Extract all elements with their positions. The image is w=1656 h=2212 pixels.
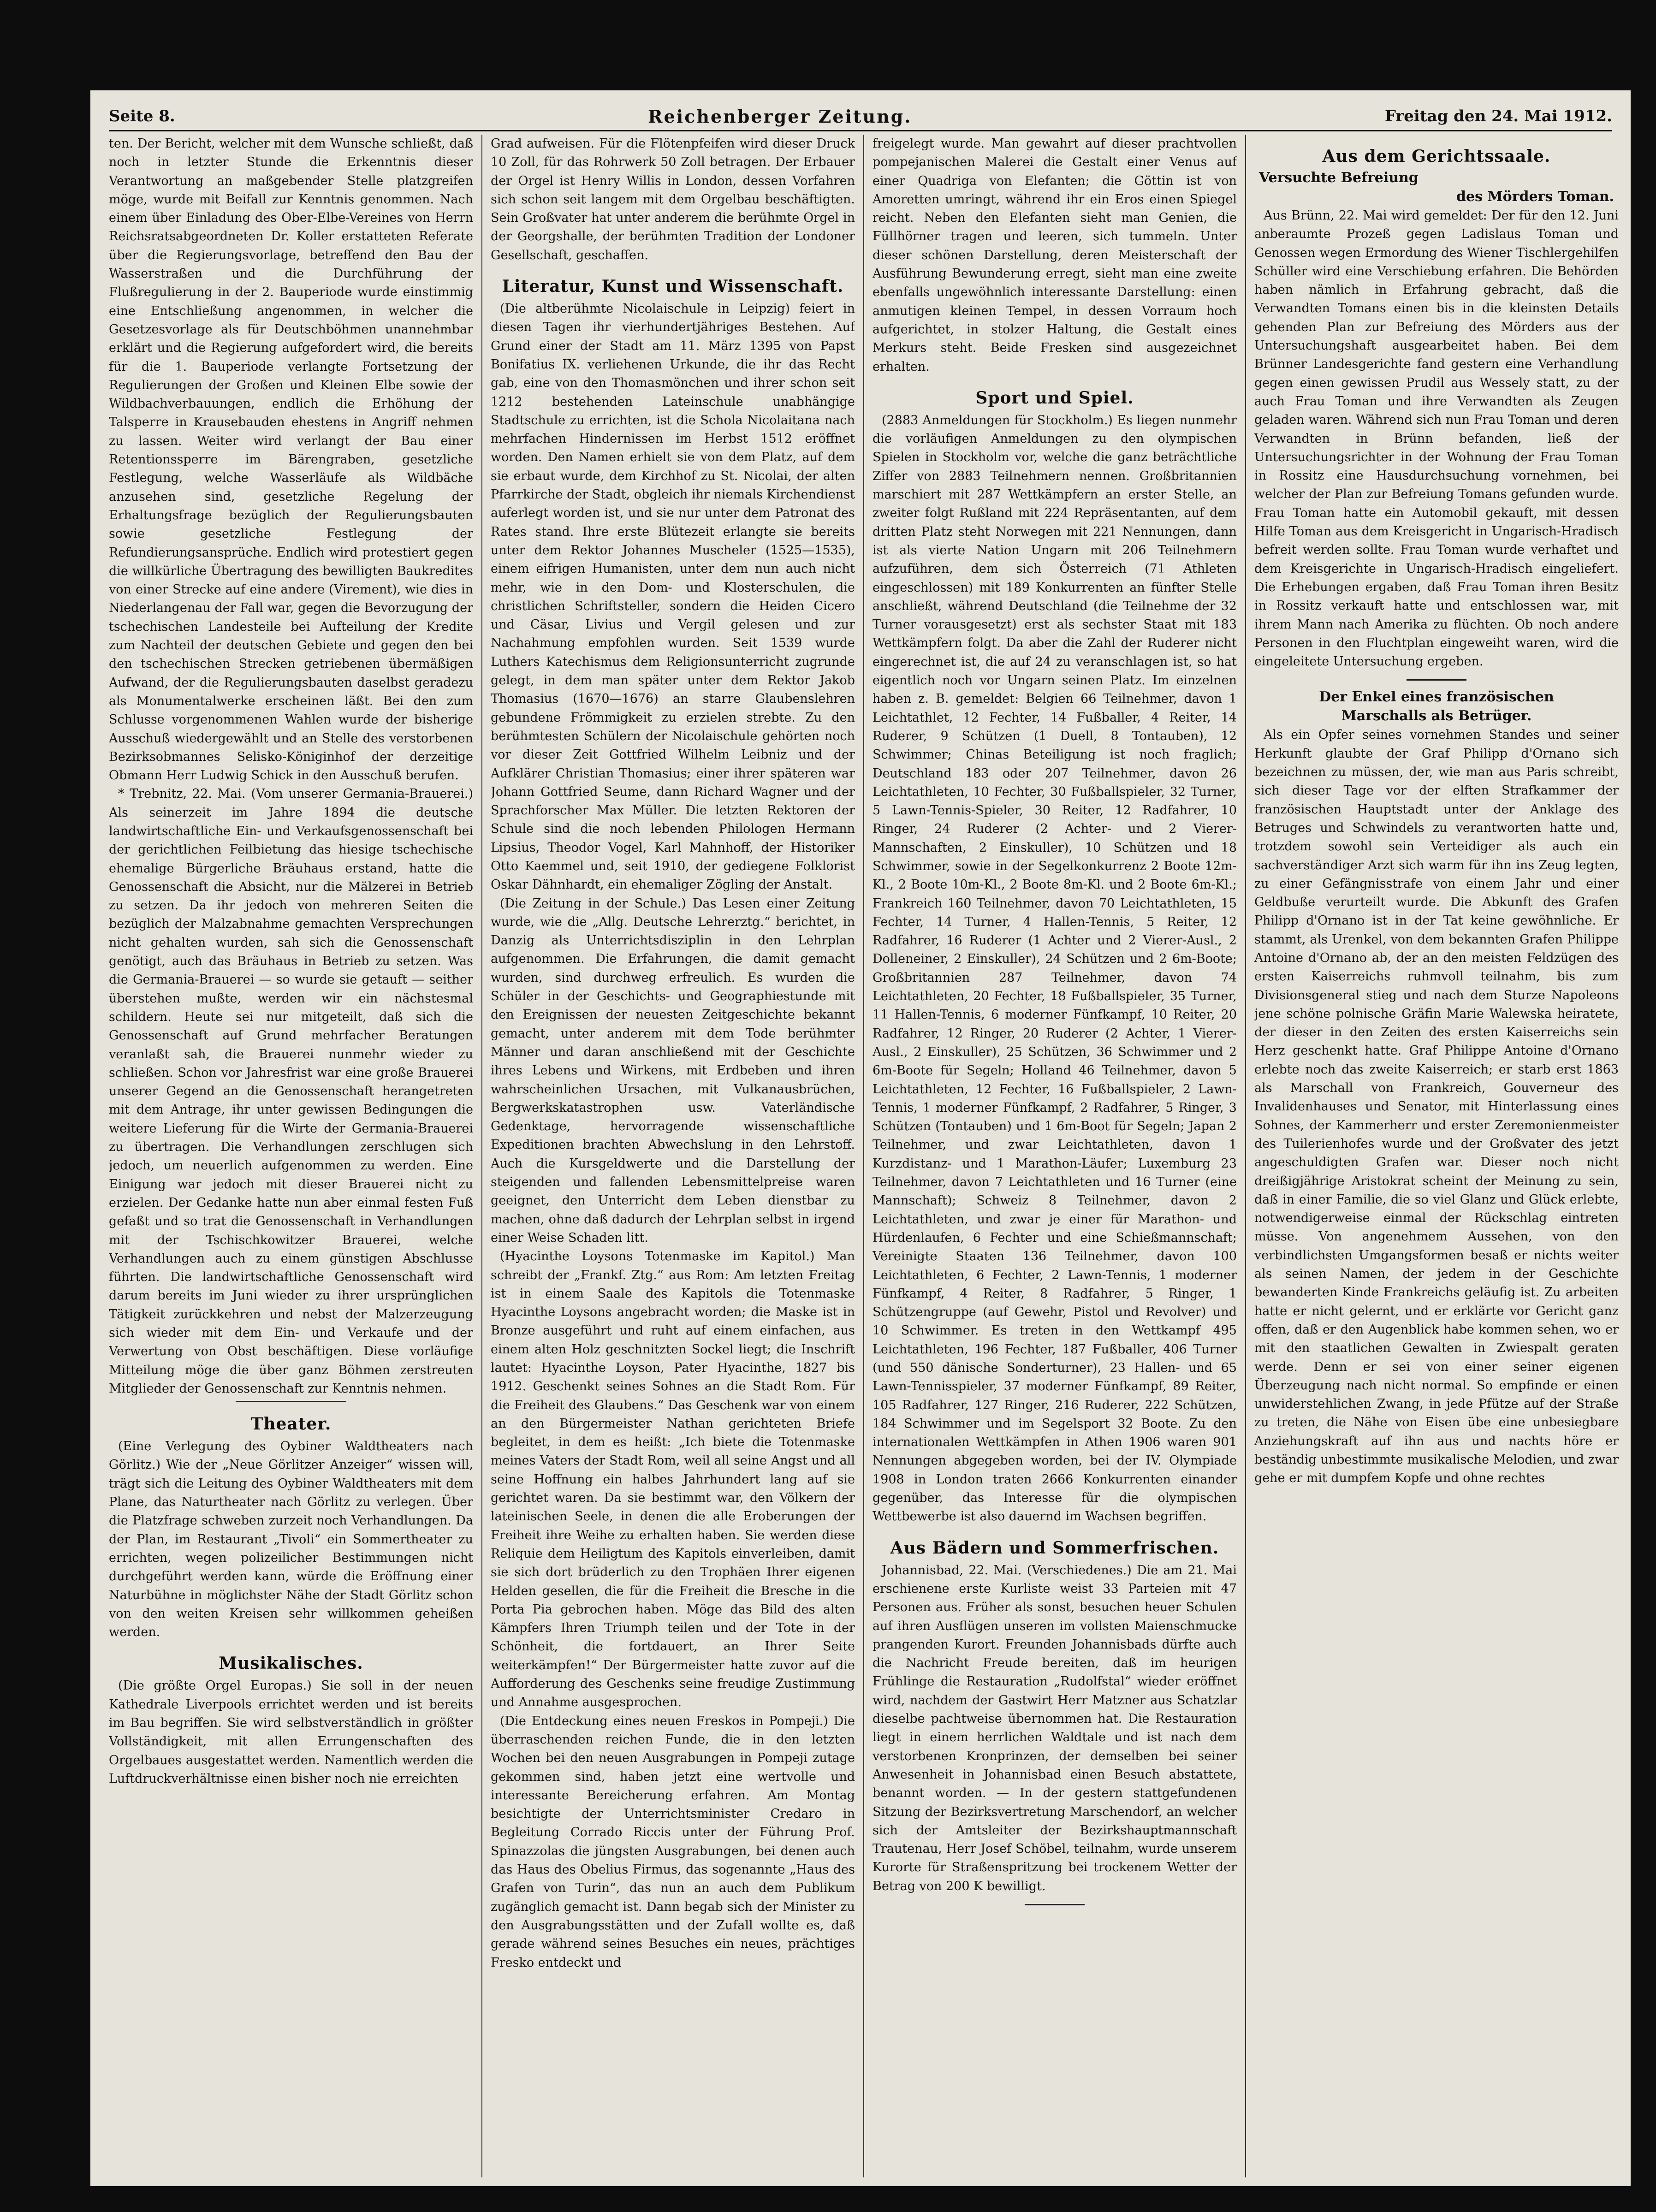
article-title: Marschalls als Betrüger.: [1341, 708, 1532, 724]
column-2: [491, 135, 855, 2182]
column-4: [1254, 135, 1619, 2182]
header-rule: [109, 130, 1612, 131]
article-text: Grad aufweisen. Für die Flötenpfeifen wird dieser Druck 10 Zoll, für das Rohrwerk 50 Zoll betragen. Der Erbauer der Orgel ist Henry Willis in London, dessen Vorfahren sich schon seit langem mit dem Orgelbau beschäftigten. Sein Großvater hat unter anderem die berühmte Orgel in der Georgshalle, der berühmten Tradition der Londoner Gesellschaft, geschaffen.: [491, 136, 855, 262]
section-rule: [236, 1401, 346, 1402]
column-divider: [863, 135, 864, 2177]
article-title: Der Enkel eines französischen: [1319, 689, 1554, 706]
article-text: Johannisbad, 22. Mai. (Verschiedenes.) Die am 21. Mai erschienene erste Kurliste weist 33 Parteien mit 47 Personen aus. Früher als sonst, besuchen heuer Schulen auf ihren Ausflügen unseren im vollsten Maienschmucke prangenden Kurort. Freunden Johannisbads dürfte auch die Nachricht Freude bereiten, daß im heurigen Frühlinge die Restauration „Rudolfstal“ wieder eröffnet wird, nachdem der Gastwirt Herr Matzner aus Schatzlar dieselbe pachtweise übernommen hat. Die Restauration liegt in einem herrlichen Waldtale und ist nach dem verstorbenen Kronprinzen, der demselben bei seiner Anwesenheit in Johannisbad einen Besuch abstattete, benannt worden. — In der gestern stattgefundenen Sitzung der Bezirksvertretung Marschendorf, an welcher sich der Amtsleiter der Bezirkshauptmannschaft Trautenau, Herr Josef Schöbel, teilnahm, wurde unserem Kurorte für Straßenspritzung bei trockenem Wetter der Betrag von 200 K bewilligt.: [873, 1563, 1237, 1893]
article-text: Als ein Opfer seines vornehmen Standes und seiner Herkunft glaubte der Graf Philipp d'Ornano sich bezeichnen zu müssen, der, wie man aus Paris schreibt, sich dieser Tage vor der elften Strafkammer der französischen Hauptstadt unter der Anklage des Betruges und Schwindels zu verantworten hatte und, trotzdem sowohl sein Verteidiger als auch ein sachverständiger Arzt sich warm für ihn ins Zeug legten, zu einer Gefängnisstrafe von einem Jahr und einer Geldbuße verurteilt wurde. Die Abkunft des Grafen Philipp d'Ornano ist in der Tat keine gewöhnliche. Er stammt, als Urenkel, von dem bekannten Grafen Philippe Antoine d'Ornano ab, der an den meisten Feldzügen des ersten Kaiserreichs ruhmvoll teilnahm, bis zum Divisionsgeneral stieg und nach dem Sturze Napoleons jene schöne polnische Gräfin Marie Walewska heiratete, der dieser in den Zeiten des ersten Kaiserreichs sein Herz geschenkt hatte. Graf Philippe Antoine d'Ornano erlebte noch das zweite Kaiserreich; er starb erst 1863 als Marschall von Frankreich, Gouverneur des Invalidenhauses und Senator, mit Hinterlassung eines Sohnes, der Kammerherr und erster Zeremonienmeister des Tuilerienhofes wurde und der Großvater des jetzt angeschuldigten Grafen war. Dieser noch nicht dreißigjährige Aristokrat scheint der Meinung zu sein, daß in einer Familie, die so viel Glanz und Glück erlebte, notwendigerweise einmal der Rückschlag eintreten müsse. Von angenehmem Aussehen, von den verbindlichsten Umgangsformen besaß er nichts weiter als seinen Namen, der jedem in der Geschichte bewanderten Kinde Frankreichs geläufig ist. Zu arbeiten hatte er nicht gelernt, und er erklärte vor Gericht ganz offen, daß er den Augenblick habe kommen sehen, wo er mit den staatlichen Gewalten in Zwiespalt geraten werde. Denn er sei von einer seiner eigenen Überzeugung nach nicht normal. So empfinde er einen unwiderstehlichen Zwang, in jede Pfütze auf der Straße zu treten, die Nähe von Eisen übe eine unbesiegbare Anziehungskraft auf ihn aus und nachts höre er beständig unbestimmte musikalische Melodien, und zwar gehe er mit dumpfem Kopfe und ohne rechtes: [1254, 728, 1619, 1486]
masthead: [109, 103, 1612, 129]
page-number: Seite 8.: [109, 107, 175, 125]
column-1: [109, 135, 473, 2182]
article-text: (2883 Anmeldungen für Stockholm.) Es liegen nunmehr die vorläufigen Anmeldungen zu den olympischen Spielen in Stockholm vor, welche die ganz beträchtliche Ziffer von 2883 Teilnehmern nennen. Großbritannien marschiert mit 287 Wettkämpfern an erster Stelle, an zweiter folgt Rußland mit 224 Repräsentanten, auf dem dritten Platz steht Norwegen mit 221 Nennungen, dann ist als vierte Nation Ungarn mit 206 Teilnehmern aufzuführen, dem sich Österreich (71 Athleten eingeschlossen) mit 189 Konkurrenten an fünfter Stelle anschließt, während Deutschland (die Teilnehme der 32 Turner vorausgesetzt) erst als sechster Staat mit 183 Wettkämpfern folgt. Da aber die Zahl der Ruderer nicht eingerechnet ist, die auf 24 zu veranschlagen ist, so hat eigentlich noch vor Ungarn seinen Platz. Im einzelnen haben z. B. gemeldet: Belgien 66 Teilnehmer, davon 1 Leichtathlet, 12 Fechter, 14 Fußballer, 4 Reiter, 14 Ruderer, 9 Schützen (1 Duell, 8 Tontauben), 12 Schwimmer; Chinas Beteiligung ist noch fraglich; Deutschland 183 oder 207 Teilnehmer, davon 26 Leichtathleten, 10 Fechter, 30 Fußballspieler, 32 Turner, 5 Lawn-Tennis-Spieler, 30 Reiter, 12 Radfahrer, 10 Ringer, 24 Ruderer (2 Achter- und 2 Vierer-Mannschaften, 2 Einskuller), 10 Schützen und 18 Schwimmer, sowie in der Segelkonkurrenz 2 Boote 12m-Kl., 2 Boote 10m-Kl., 2 Boote 8m-Kl. und 2 Boote 6m-Kl.; Frankreich 160 Teilnehmer, davon 70 Leichtathleten, 15 Fechter, 14 Turner, 4 Hallen-Tennis, 5 Reiter, 12 Radfahrer, 16 Ruderer (1 Achter und 2 Vierer-Ausl., 2 Dolleneiner, 2 Einskuller), 24 Schützen und 2 6m-Boote; Großbritannien 287 Teilnehmer, davon 74 Leichtathleten, 20 Fechter, 18 Fußballspieler, 35 Turner, 11 Hallen-Tennis, 6 moderner Fünfkampf, 10 Reiter, 20 Radfahrer, 12 Ringer, 20 Ruderer (2 Achter, 1 Vierer-Ausl., 2 Einskuller), 25 Schützen, 36 Schwimmer und 2 6m-Boote für Segeln; Holland 46 Teilnehmer, davon 5 Leichtathleten, 12 Fechter, 16 Fußballspieler, 2 Lawn-Tennis, 1 moderner Fünfkampf, 2 Radfahrer, 5 Ringer, 3 Schützen (Tontauben) und 1 6m-Boot für Segeln; Japan 2 Teilnehmer, und zwar Leichtathleten, davon 1 Kurzdistanz- und 1 Marathon-Läufer; Luxemburg 23 Teilnehmer, davon 7 Leichtathleten und 16 Turner (eine Mannschaft); Schweiz 8 Teilnehmer, davon 2 Leichtathleten, und zwar je einer für Marathon- und Hürdenlaufen, 6 Fechter und eine Schießmannschaft; Vereinigte Staaten 136 Teilnehmer, davon 100 Leichtathleten, 6 Fechter, 2 Lawn-Tennis, 1 moderner Fünfkampf, 4 Reiter, 8 Radfahrer, 5 Ringer, 1 Schützengruppe (auf Gewehr, Pistol und Revolver) und 10 Schwimmer. Es treten in den Wettkampf 495 Leichtathleten, 196 Fechter, 187 Fußballer, 406 Turner (und 550 dänische Sonderturner), 23 Hallen- und 65 Lawn-Tennisspieler, 37 moderner Fünfkampf, 89 Reiter, 105 Radfahrer, 127 Ringer, 216 Ruderer, 222 Schützen, 184 Schwimmer und im Segelsport 32 Boote. Zu den internationalen Wettkämpfen in Athen 1906 waren 901 Nennungen abgegeben worden, bei der IV. Olympiade 1908 in London traten 2666 Konkurrenten einander gegenüber, das Interesse für die olympischen Wettbewerbe ist also dauernd im Wachsen begriffen.: [873, 413, 1237, 1524]
article-text: freigelegt wurde. Man gewahrt auf dieser prachtvollen pompejanischen Malerei die Gestalt einer Venus auf einer Quadriga von Elefanten; die Göttin ist von Amoretten umringt, während ihr ein Eros einen Spiegel reicht. Neben den Elefanten sieht man Genien, die Füllhörner tragen und leeren, sich tummeln. Unter dieser schönen Darstellung, deren Meisterschaft der Ausführung Bewunderung erregt, sieht man eine zweite ebenfalls ungewöhnlich interessante Darstellung: einen anmutigen kleinen Tempel, in dessen Vorraum hoch aufgerichtet, in stolzer Haltung, die Gestalt eines Merkurs steht. Beide Fresken sind ausgezeichnet erhalten.: [873, 136, 1237, 374]
column-3: [873, 135, 1237, 2182]
section-heading: Musikalisches.: [219, 1654, 363, 1673]
article-text: ten. Der Bericht, welcher mit dem Wunsche schließt, daß noch in letzter Stunde die Erkenntnis dieser Verantwortung an maßgebender Stelle platzgreifen möge, wurde mit Beifall zur Kenntnis genommen. Nach einem über Einladung des Ober-Elbe-Vereines von Herrn Reichsratsabgeordneten Dr. Koller erstatteten Referate über die Regierungsvorlage, betreffend den Bau der Wasserstraßen und die Durchführung der Flußregulierung in der 2. Bauperiode wurde einstimmig eine Entschließung angenommen, in welcher die Gesetzesvorlage als für Deutschböhmen unannehmbar erklärt und die Regierung aufgefordert wird, die bereits für die 1. Bauperiode verlangte Fortsetzung der Regulierungen der Großen und Kleinen Elbe sowie der Wildbachverbauungen, endlich die Erhöhung der Talsperre in Krausebauden ehestens in Angriff nehmen zu lassen. Weiter wird verlangt der Bau einer Retentionssperre im Bärengraben, gesetzliche Festlegung, welche Wasserläufe als Wildbäche anzusehen sind, gesetzliche Regelung der Erhaltungsfrage bezüglich der Regulierungsbauten sowie gesetzliche Festlegung der Refundierungsansprüche. Endlich wird protestiert gegen die willkürliche Übertragung des bewilligten Baukredites von einer Strecke auf eine andere (Virement), wie dies in Niederlangenau der Fall war, gegen die Bevorzugung der tschechischen Landesteile bei Aufteilung der Kredite zum Nachteil der deutschen Gebiete und gegen den bei den tschechischen Strecken getriebenen übermäßigen Aufwand, der die Regulierungsbauten daselbst geradezu als Monumentalwerke erscheinen läßt. Bei den zum Schlusse vorgenommenen Wahlen wurde der bisherige Ausschuß wiedergewählt und an Stelle des verstorbenen Bezirksobmannes Selisko-Königinhof der derzeitige Obmann Herr Ludwig Schick in den Ausschuß berufen.: [109, 136, 473, 783]
article-text: (Die Zeitung in der Schule.) Das Lesen einer Zeitung wurde, wie die „Allg. Deutsche Lehrerztg.“ berichtet, in Danzig als Unterrichtsdisziplin in den Lehrplan aufgenommen. Die Erfahrungen, die damit gemacht wurden, sind durchweg erfreulich. Es wurden die Schüler in der Geschichts- und Geographiestunde mit den Ereignissen der neuesten Zeitgeschichte bekannt gemacht, unter anderem mit dem Tode berühmter Männer und daran anschließend mit der Geschichte ihres Lebens und Wirkens, mit Erdbeben und ihren wahrscheinlichen Ursachen, mit Vulkanausbrüchen, Bergwerkskatastrophen usw. Vaterländische Gedenktage, hervorragende wissenschaftliche Expeditionen brachten Abwechslung in den Lehrstoff. Auch die Kursgeldwerte und die Darstellung der steigenden und fallenden Lebensmittelpreise waren geeignet, den Unterricht dem Leben dienstbar zu machen, ohne daß dadurch der Lehrplan selbst in irgend einer Weise Schaden litt.: [491, 896, 855, 1245]
article-title: Versuchte Befreiung: [1259, 170, 1419, 186]
column-divider: [481, 135, 482, 2177]
section-heading: Theater.: [250, 1414, 332, 1434]
article-text: Aus Brünn, 22. Mai wird gemeldet: Der für den 12. Juni anberaumte Prozeß gegen Ladislaus Toman und Genossen wegen Ermordung des Wiener Tischlergehilfen Schüller wird eine Verschiebung erfahren. Die Behörden haben nämlich in Erfahrung gebracht, daß die Verwandten Tomans einen bis in die kleinsten Details gehenden Plan zur Befreiung des Mörders aus der Untersuchungshaft ausgearbeitet haben. Bei dem Brünner Landesgerichte fand gestern eine Verhandlung gegen einen gewissen Prudil aus Wessely statt, zu der auch Frau Toman und ihre Verwandten als Zeugen geladen waren. Während sich nun Frau Toman und deren Verwandten in Brünn befanden, ließ der Untersuchungsrichter in der Wohnung der Frau Toman in Rossitz eine Hausdurchsuchung vornehmen, bei welcher der Plan zur Befreiung Tomans gefunden wurde. Frau Toman hatte ein Automobil gekauft, mit dessen Hilfe Toman aus dem Kreisgericht in Ungarisch-Hradisch befreit werden sollte. Frau Toman wurde verhaftet und dem Kreisgerichte in Ungarisch-Hradisch eingeliefert. Die Erhebungen ergaben, daß Frau Toman ihren Besitz in Rossitz verkauft hatte und entschlossen war, mit ihrem Mann nach Amerika zu flüchten. Ob noch andere Personen in den Fluchtplan eingeweiht waren, wird die eingeleitete Untersuchung ergeben.: [1254, 208, 1619, 669]
article-text: (Hyacinthe Loysons Totenmaske im Kapitol.) Man schreibt der „Frankf. Ztg.“ aus Rom: Am letzten Freitag ist in einem Saale des Kapitols die Totenmaske Hyacinthe Loysons angebracht worden; die Maske ist in Bronze ausgeführt und ruht auf einem einfachen, aus einem alten Holz geschnitzten Sockel liegt; die Inschrift lautet: Hyacinthe Loyson, Pater Hyacinthe, 1827 bis 1912. Geschenkt seines Sohnes an die Stadt Rom. Für die Freiheit des Glaubens.“ Das Geschenk war von einem an den Bürgermeister Nathan gerichteten Briefe begleitet, in dem es heißt: „Ich biete die Totenmaske meines Vaters der Stadt Rom, weil all seine Angst und all seine Hoffnung ein halbes Jahrhundert lang auf sie gerichtet waren. Da sie bestimmt war, den Völkern der lateinischen Seele, in denen die alle Eroberungen der Freiheit ihre Weihe zu erhalten haben. Sie werden diese Reliquie dem Heiligtum des Kapitols einverleiben, damit sie sich dort brüderlich zu den Trophäen Ihrer eigenen Helden gesellen, die für die Freiheit die Bresche in die Porta Pia gebrochen haben. Möge das Bild des alten Kämpfers Ihren Triumph teilen und der Tote in der Schönheit, die fortdauert, an Ihrer Seite weiterkämpfen!“ Der Bürgermeister hatte zuvor auf die Aufforderung des Geschenks seine freudige Zustimmung und Annahme ausgesprochen.: [491, 1249, 855, 1710]
article-separator: [1025, 1904, 1085, 1905]
article-text: (Eine Verlegung des Oybiner Waldtheaters nach Görlitz.) Wie der „Neue Görlitzer Anzeiger“ wissen will, trägt sich die Leitung des Oybiner Waldtheaters mit dem Plane, das Naturtheater nach Görlitz zu verlegen. Über die Platzfrage schweben zurzeit noch Verhandlungen. Da der Plan, im Restaurant „Tivoli“ ein Sommertheater zu errichten, wegen polizeilicher Bestimmungen nicht durchgeführt werden kann, würde die Eröffnung einer Naturbühne in möglichster Nähe der Stadt Görlitz schon von den weiten Kreisen sehr willkommen geheißen werden.: [109, 1439, 473, 1640]
section-heading: Sport und Spiel.: [975, 388, 1134, 408]
column-divider: [1245, 135, 1246, 2177]
article-title: des Mörders Toman.: [1456, 189, 1614, 205]
section-heading: Aus dem Gerichtssaale.: [1322, 147, 1551, 166]
article-text: * Trebnitz, 22. Mai. (Vom unserer Germania-Brauerei.) Als seinerzeit im Jahre 1894 die deutsche landwirtschaftliche Ein- und Verkaufsgenossenschaft bei der gerichtlichen Feilbietung das hiesige tschechische ehemalige Bürgerliche Bräuhaus erstand, hatte die Genossenschaft die Absicht, nur die Mälzerei in Betrieb zu setzen. Da ihr jedoch von mehreren Seiten die bezüglich der Malzabnahme gemachten Versprechungen nicht gehalten wurden, sah sich die Genossenschaft genötigt, auch das Bräuhaus in Betrieb zu setzen. Was die Germania-Brauerei — so wurde sie getauft — seither überstehen mußte, werden wir ein nächstesmal schildern. Heute sei nur mitgeteilt, daß sich die Genossenschaft auf Grund mehrfacher Beratungen veranlaßt sah, die Brauerei nunmehr wieder zu schließen. Schon vor Jahresfrist war eine große Brauerei unserer Gegend an die Genossenschaft herangetreten mit dem Antrage, ihr unter gewissen Bedingungen die weitere Lieferung für die Wirte der Germania-Brauerei zu übertragen. Die Verhandlungen zerschlugen sich jedoch, um neuerlich aufgenommen zu werden. Eine Einigung war jedoch mit dieser Brauerei nicht zu erzielen. Der Gedanke hatte nun aber einmal festen Fuß gefaßt und so trat die Genossenschaft in Verhandlungen mit der Tschischkowitzer Brauerei, welche Verhandlungen auch zu einem günstigen Abschlusse führten. Die landwirtschaftliche Genossenschaft wird darum bereits im Juni wieder zu ihrer ursprünglichen Tätigkeit zurückkehren und nebst der Malzerzeugung sich wieder mit dem Ein- und Verkaufe und der Verwertung von Obst beschäftigen. Diese vorläufige Mitteilung möge die über ganz Böhmen zerstreuten Mitglieder der Genossenschaft zur Kenntnis nehmen.: [109, 787, 473, 1396]
article-text: (Die Entdeckung eines neuen Freskos in Pompeji.) Die überraschenden reichen Funde, die in den letzten Wochen bei den neuen Ausgrabungen in Pompeji zutage gekommen sind, haben jetzt eine wertvolle und interessante Bereicherung erfahren. Am Montag besichtigte der Unterrichtsminister Credaro in Begleitung Corrado Riccis unter der Führung Prof. Spinazzolas die jüngsten Ausgrabungen, bei denen auch das Haus des Obelius Firmus, das sogenannte „Haus des Grafen von Turin“, das nun an auch dem Publikum zugänglich gemacht ist. Dann begab sich der Minister zu den Ausgrabungsstätten und der Zufall wollte es, daß gerade während seines Besuches ein neues, prächtiges Fresko entdeckt und: [491, 1714, 855, 1970]
article-text: (Die altberühmte Nicolaischule in Leipzig) feiert in diesen Tagen ihr vierhundertjähriges Bestehen. Auf Grund einer der Stadt am 11. März 1395 von Papst Bonifatius IX. verliehenen Urkunde, die ihr das Recht gab, eine von den Thomasmönchen und ihrer schon seit 1212 bestehenden Lateinschule unabhängige Stadtschule zu errichten, ist die Schola Nicolaitana nach mehrfachen Hindernissen im Herbst 1512 eröffnet worden. Den Namen erhielt sie von dem Platz, auf dem sie erbaut wurde, dem Kirchhof zu St. Nicolai, der alten Pfarrkirche der Stadt, obgleich ihr niemals Kirchendienst auferlegt worden ist, und sie nur unter dem Patronat des Rates stand. Ihre erste Blütezeit erlangte sie bereits unter dem Rektor Johannes Muscheler (1525—1535), einem eifrigen Humanisten, unter dem nun auch nicht mehr, wie in den Dom- und Klosterschulen, die christlichen Schriftsteller, sondern die Heiden Cicero und Cäsar, Livius und Vergil gelesen und zur Nachahmung empfohlen wurden. Seit 1539 wurde Luthers Katechismus dem Religionsunterricht zugrunde gelegt, in dem man später unter dem Rektor Jakob Thomasius (1670—1676) an starre Glaubenslehren gebundene Frömmigkeit zu erzielen strebte. Zu den berühmtesten Schülern der Nicolaischule gehörten noch vor dieser Zeit Gottfried Wilhelm Leibniz und der Aufklärer Christian Thomasius; einer ihrer späteren war Johann Gottfried Seume, dann Richard Wagner und der Sprachforscher Max Müller. Die letzten Rektoren der Schule sind die noch lebenden Philologen Hermann Lipsius, Theodor Vogel, Karl Mahnhoff, der Historiker Otto Kaemmel und, seit 1910, der gediegene Folklorist Oskar Dähnhardt, ein ehemaliger Zögling der Anstalt.: [491, 302, 855, 892]
paper-title: Reichenberger Zeitung.: [648, 106, 912, 127]
issue-date: Freitag den 24. Mai 1912.: [1384, 107, 1612, 125]
section-heading: Literatur, Kunst und Wissenschaft.: [502, 277, 844, 297]
article-separator: [1407, 679, 1466, 681]
article-text: (Die größte Orgel Europas.) Sie soll in der neuen Kathedrale Liverpools errichtet werden und ist bereits im Bau begriffen. Sie wird selbstverständlich in größter Vollständigkeit, mit allen Errungenschaften des Orgelbaues ausgestattet werden. Namentlich werden die Luftdruckverhältnisse einen bisher noch nie erreichten: [109, 1678, 473, 1786]
newspaper-page: [90, 90, 1631, 2186]
section-heading: Aus Bädern und Sommerfrischen.: [890, 1538, 1219, 1558]
